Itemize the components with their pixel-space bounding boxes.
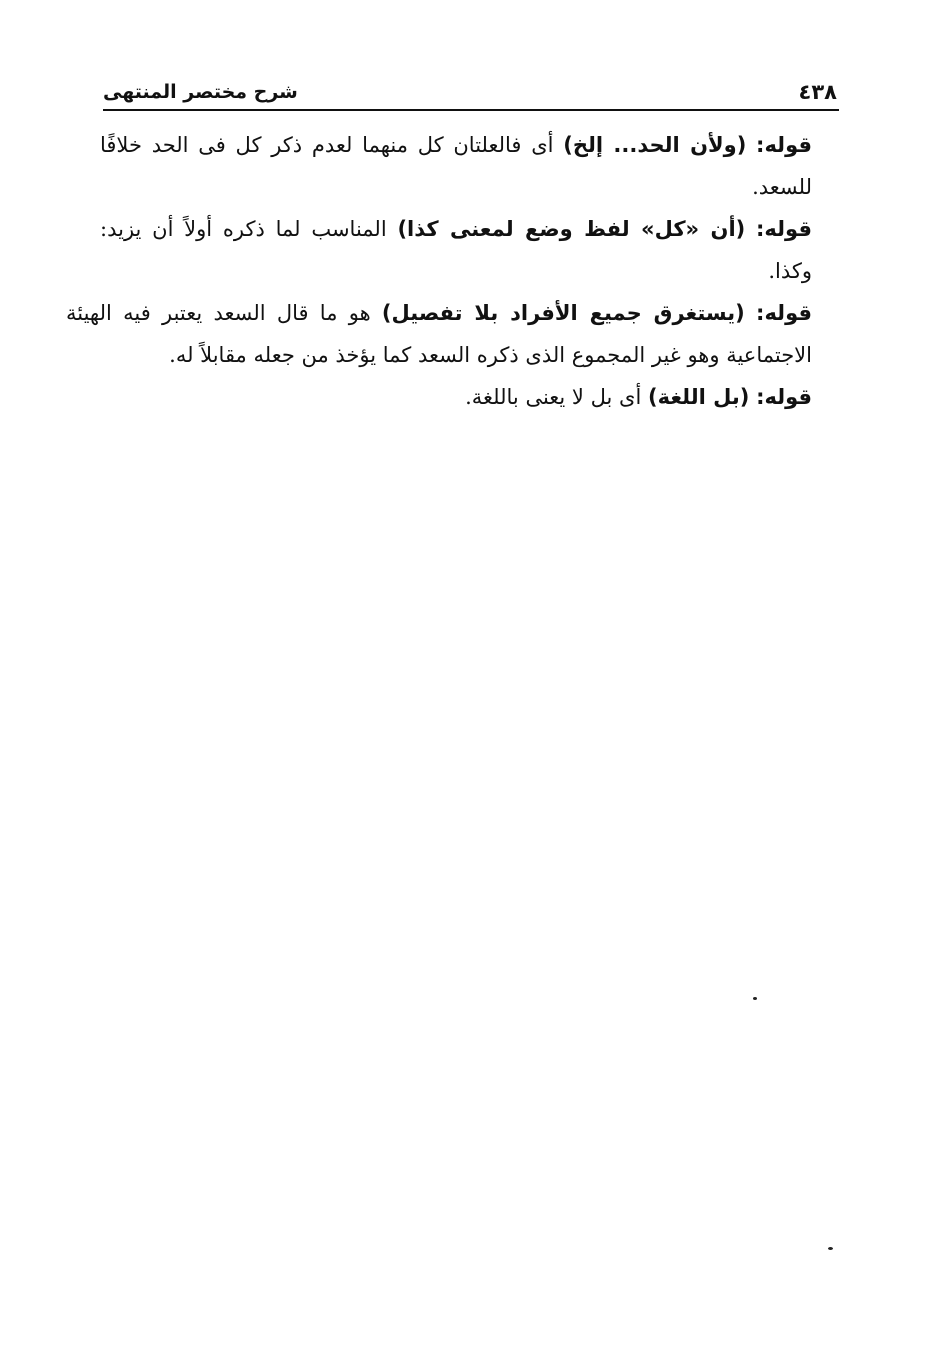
scan-speck — [753, 997, 757, 1000]
quoted-phrase: (ولأن الحد... إلخ) — [563, 133, 747, 157]
commentary-paragraph — [66, 292, 812, 376]
commentary-text: هو ما قال السعد يعتبر فيه الهيئة الاجتماعية وهو غير المجموع الذى ذكره السعد كما يؤخذ من جعله مقابلاً له. — [66, 301, 812, 367]
page-number: ٤٣٨ — [798, 80, 837, 104]
running-title: شرح مختصر المنتهى — [103, 81, 298, 103]
commentary-text: أى بل لا يعنى باللغة. — [465, 385, 642, 409]
quoted-phrase: (بل اللغة) — [647, 385, 750, 409]
quoted-phrase: (يستغرق جميع الأفراد بلا تفصيل) — [381, 301, 745, 325]
page-body — [66, 124, 812, 418]
paragraph-lead: قوله: — [756, 385, 812, 409]
commentary-text: المناسب لما ذكره أولاً أن يزيد: وكذا. — [100, 217, 812, 283]
page-header — [103, 72, 837, 106]
paragraph-lead: قوله: — [756, 301, 812, 325]
paragraph-lead: قوله: — [756, 217, 812, 241]
scan-speck — [828, 1247, 833, 1250]
commentary-paragraph — [100, 208, 812, 292]
header-rule — [103, 109, 839, 111]
quoted-phrase: (أن «كل» لفظ وضع لمعنى كذا) — [397, 217, 746, 241]
commentary-paragraph — [100, 376, 812, 418]
commentary-text: أى فالعلتان كل منهما لعدم ذكر كل فى الحد خلافًا للسعد. — [100, 133, 812, 199]
commentary-paragraph — [100, 124, 812, 208]
paragraph-lead: قوله: — [756, 133, 812, 157]
